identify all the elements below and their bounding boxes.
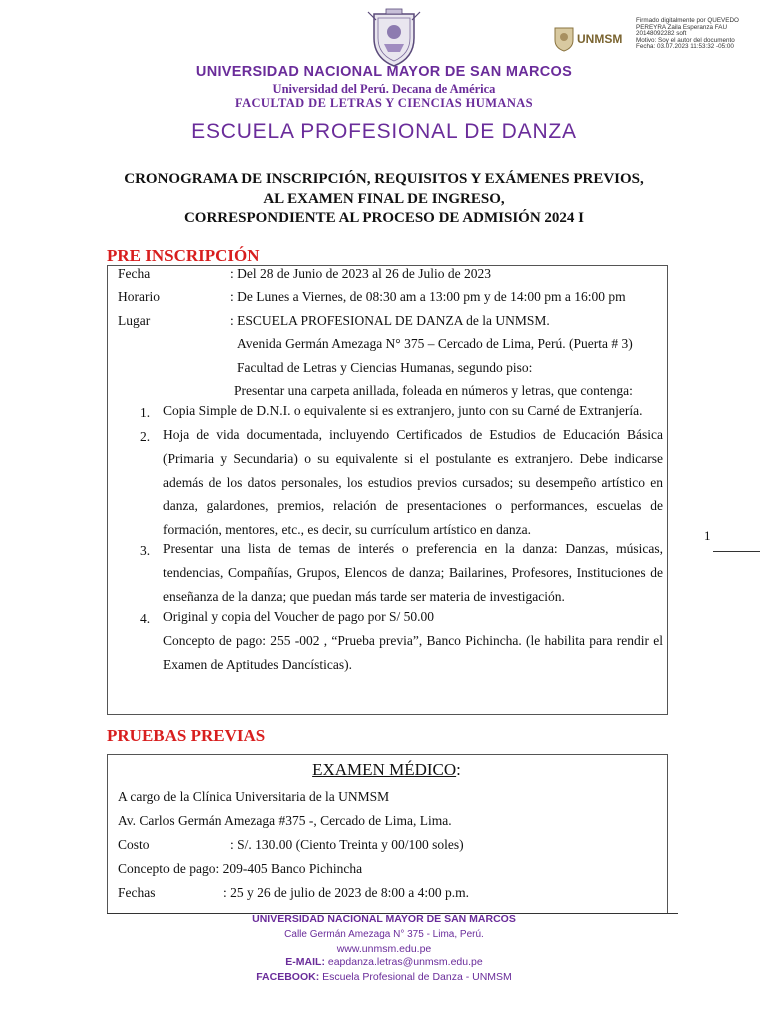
examen-medico-title-text: EXAMEN MÉDICO [312,760,457,779]
document-title [0,170,768,229]
list-item: Presentar una lista de temas de interés o preferencia en la danza: Danzas, músicas, tendencias, Compañías, Grupos, Elencos de danza; Bailarines, Profesores, Instituciones de enseñanza de la danza; que puedan más tarde ser materia de investigación. [163,541,663,604]
school-name: ESCUELA PROFESIONAL DE DANZA [191,120,577,143]
exam-line: Av. Carlos Germán Amezaga #375 -, Cercado de Lima, Lima. [118,813,452,828]
requirements-intro: Presentar una carpeta anillada, foleada en números y letras, que contenga: [234,383,633,398]
fecha-label: Fecha [118,266,151,281]
seal-icon [553,26,575,52]
list-item: Hoja de vida documentada, incluyendo Certificados de Estudios de Educación Básica (Primaria y Secundaria) o su equivalente si el postulante es extranjero. Debe indicarse además de los datos personales, los estudios previos cursados; su desempeño artístico en danza, galardones, premios, relación de presentaciones o performances, escuelas de formación, mentores, etc., es decir, su currículum artístico en danza. [163,427,663,538]
address-line: Facultad de Letras y Ciencias Humanas, segundo piso: [237,360,533,375]
signature-logo-text: UNMSM [577,32,623,46]
list-item-number: 3. [140,543,151,558]
costo-label: Costo [118,837,150,852]
footer-facebook [0,971,768,983]
title-line: CRONOGRAMA DE INSCRIPCIÓN, REQUISITOS Y EXÁMENES PREVIOS, [124,171,644,187]
digital-signature-text [636,18,766,51]
address-line: Avenida Germán Amezaga N° 375 – Cercado de Lima, Perú. (Puerta # 3) [237,336,633,351]
signature-line: Motivo: Soy el autor del documento [636,36,735,44]
facebook-label: FACEBOOK: [256,971,320,983]
email-label: E-MAIL: [285,956,325,968]
list-item-number: 2. [140,429,151,444]
facebook-link[interactable]: Escuela Profesional de Danza - UNMSM [322,971,512,983]
signature-line: 20148092282 soft [636,30,687,38]
list-item [163,605,663,676]
list-item-text: Concepto de pago: 255 -002 , “Prueba previa”, Banco Pichincha. (le habilita para rendir el Examen de Aptitudes Dancísticas). [163,632,663,672]
fechas-label: Fechas [118,885,156,900]
list-item-number: 1. [140,405,151,420]
university-crest-icon [366,8,422,68]
title-line: AL EXAMEN FINAL DE INGRESO, [263,190,505,207]
list-item-text: Original y copia del Voucher de pago por S/ 50.00 [163,609,434,624]
fechas-value: : 25 y 26 de julio de 2023 de 8:00 a 4:00 p.m. [223,885,469,900]
email-link[interactable]: eapdanza.letras@unmsm.edu.pe [327,956,483,968]
signature-logo [553,24,633,54]
footer-email [0,956,768,968]
horario-label: Horario [118,289,160,304]
title-line: CORRESPONDIENTE AL PROCESO DE ADMISIÓN 2024 I [183,210,585,226]
pre-inscripcion-box [107,265,668,715]
signature-line: Fecha: 03.07.2023 11:53:32 -05:00 [636,43,734,51]
list-item-number: 4. [140,611,151,626]
examen-medico-title [107,760,666,780]
concepto-pago: Concepto de pago: 209-405 Banco Pichincha [118,861,363,876]
university-name: UNIVERSIDAD NACIONAL MAYOR DE SAN MARCOS [195,64,573,80]
faculty-name: FACULTAD DE LETRAS Y CIENCIAS HUMANAS [234,96,534,110]
lugar-label: Lugar [118,313,151,328]
pre-inscripcion-heading: PRE INSCRIPCIÓN [107,246,260,265]
page-number-rule [713,551,760,552]
list-item: Copia Simple de D.N.I. o equivalente si es extranjero, junto con su Carné de Extranjería. [163,403,643,418]
exam-line: A cargo de la Clínica Universitaria de la UNMSM [118,789,390,804]
costo-value: : S/. 130.00 (Ciento Treinta y 00/100 soles) [230,837,464,852]
lugar-value: : ESCUELA PROFESIONAL DE DANZA de la UNMSM. [230,313,550,328]
signature-line: PEREYRA Zaila Esperanza FAU [636,23,727,31]
page-number: 1 [704,528,711,543]
fecha-value: : Del 28 de Junio de 2023 al 26 de Julio de 2023 [230,266,491,281]
footer-university-text: UNIVERSIDAD NACIONAL MAYOR DE SAN MARCOS [252,913,516,925]
footer-address: Calle Germán Amezaga N° 375 - Lima, Perú. [284,929,484,940]
horario-value: : De Lunes a Viernes, de 08:30 am a 13:00 pm y de 14:00 pm a 16:00 pm [230,289,626,304]
university-subtitle: Universidad del Perú. Decana de América [272,82,496,96]
signature-line: Firmado digitalmente por QUEVEDO [636,17,739,24]
footer-web[interactable]: www.unmsm.edu.pe [336,943,432,955]
pruebas-previas-heading: PRUEBAS PREVIAS [107,726,266,745]
examen-medico-colon: : [456,760,461,779]
footer-university [0,913,768,925]
